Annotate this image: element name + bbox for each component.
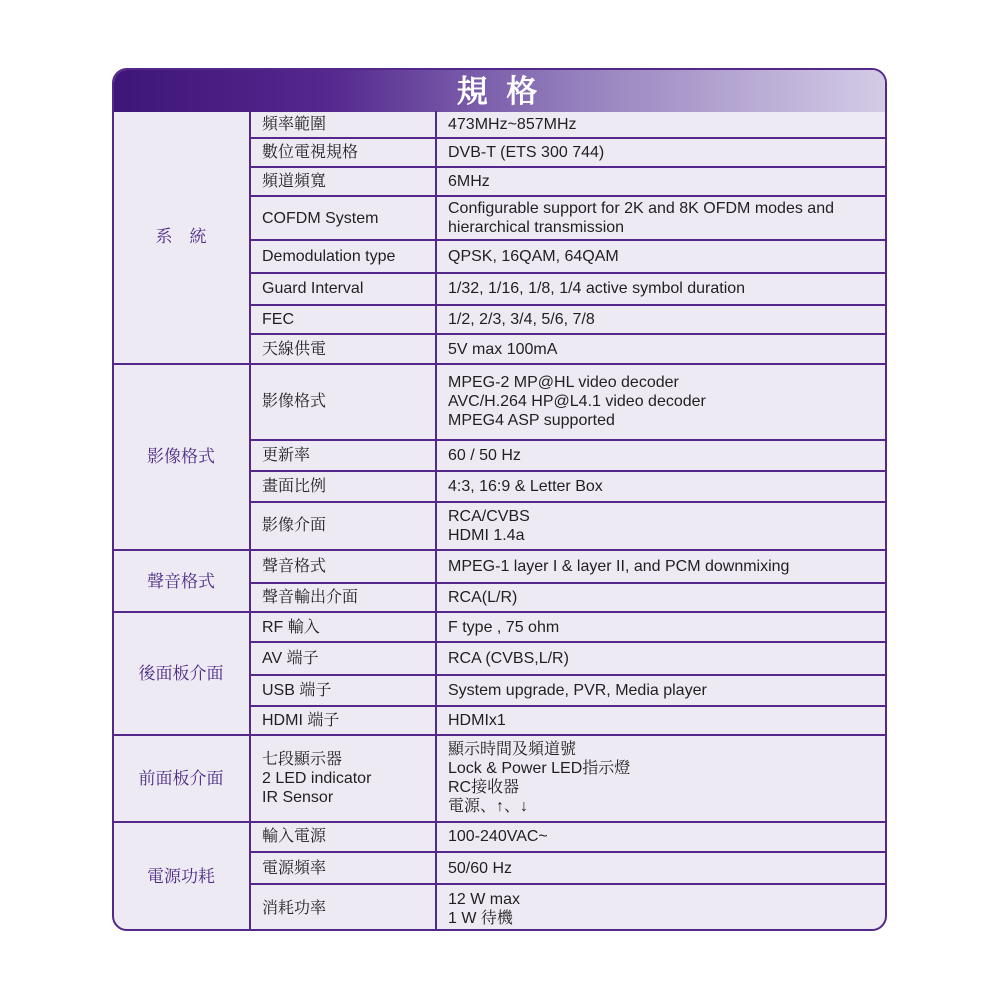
spec-label-line: 頻道頻寬 <box>262 172 327 190</box>
spec-value-line: 12 W max <box>448 890 521 908</box>
spec-value <box>436 167 887 196</box>
spec-label <box>250 111 436 138</box>
spec-value <box>436 583 887 612</box>
spec-label <box>250 502 436 550</box>
spec-row <box>113 735 887 822</box>
spec-label <box>250 822 436 852</box>
spec-value-line: 1 W 待機 <box>448 909 513 927</box>
category-label: 電源功耗 <box>113 822 250 931</box>
spec-header <box>114 70 885 112</box>
spec-row <box>113 550 887 583</box>
spec-label-line: AV 端子 <box>262 649 319 667</box>
spec-value-line: System upgrade, PVR, Media player <box>448 682 707 700</box>
spec-value <box>436 822 887 852</box>
spec-label-line: 聲音格式 <box>262 557 327 575</box>
spec-label <box>250 364 436 440</box>
spec-label-line: 消耗功率 <box>262 900 327 918</box>
spec-value <box>436 334 887 363</box>
spec-card <box>112 68 887 931</box>
spec-label <box>250 675 436 706</box>
spec-label <box>250 471 436 502</box>
spec-value-line: 4:3, 16:9 & Letter Box <box>448 478 603 496</box>
spec-value-line: HDMI 1.4a <box>448 526 525 544</box>
spec-row <box>113 822 887 852</box>
spec-label <box>250 735 436 822</box>
spec-label-line: 2 LED indicator <box>262 769 372 787</box>
spec-value <box>436 240 887 272</box>
spec-label-line: 更新率 <box>262 446 311 464</box>
spec-value <box>436 273 887 305</box>
spec-value <box>436 138 887 166</box>
spec-label-line: 畫面比例 <box>262 478 327 496</box>
spec-label-line: 影像格式 <box>262 393 327 411</box>
spec-label <box>250 440 436 471</box>
spec-value-line: RC接收器 <box>448 779 520 797</box>
spec-label-line: COFDM System <box>262 209 379 227</box>
spec-label-line: Guard Interval <box>262 280 364 298</box>
spec-value <box>436 735 887 822</box>
spec-label-line: IR Sensor <box>262 788 334 806</box>
spec-label <box>250 138 436 166</box>
spec-value-line: RCA (CVBS,L/R) <box>448 649 569 667</box>
spec-value-line: MPEG-2 MP@HL video decoder <box>448 374 679 392</box>
spec-label-line: 輸入電源 <box>262 828 327 846</box>
spec-value-line: DVB-T (ETS 300 744) <box>448 143 605 161</box>
spec-label <box>250 167 436 196</box>
spec-value <box>436 364 887 440</box>
spec-label <box>250 852 436 884</box>
spec-value-line: HDMIx1 <box>448 712 506 730</box>
spec-row <box>113 612 887 641</box>
spec-label <box>250 273 436 305</box>
spec-label-line: 數位電視規格 <box>262 143 359 161</box>
spec-value-line: 60 / 50 Hz <box>448 446 521 464</box>
spec-value-line: hierarchical transmission <box>448 219 625 237</box>
spec-value-line: QPSK, 16QAM, 64QAM <box>448 248 619 266</box>
category-label: 前面板介面 <box>113 735 250 822</box>
category-label: 影像格式 <box>113 364 250 550</box>
spec-value-line: 5V max 100mA <box>448 340 558 358</box>
spec-label <box>250 583 436 612</box>
spec-title: 規 格 <box>456 74 543 109</box>
spec-label-line: 電源頻率 <box>262 859 327 877</box>
spec-label-line: HDMI 端子 <box>262 712 340 730</box>
spec-value-line: 50/60 Hz <box>448 859 513 877</box>
spec-label <box>250 196 436 240</box>
spec-label <box>250 240 436 272</box>
spec-value <box>436 642 887 675</box>
category-label: 聲音格式 <box>113 550 250 613</box>
spec-label <box>250 612 436 641</box>
spec-value-line: 1/2, 2/3, 3/4, 5/6, 7/8 <box>448 311 595 329</box>
spec-value-line: 473MHz~857MHz <box>448 115 577 133</box>
spec-value <box>436 706 887 734</box>
spec-value-line: F type , 75 ohm <box>448 618 560 636</box>
spec-value-line: 100-240VAC~ <box>448 828 548 846</box>
spec-label-line: 頻率範圍 <box>262 115 327 133</box>
spec-value <box>436 196 887 240</box>
spec-table-body <box>113 111 887 931</box>
spec-value <box>436 884 887 931</box>
spec-value-line: 顯示時間及頻道號 <box>448 741 577 759</box>
spec-label-line: FEC <box>262 311 294 329</box>
spec-label <box>250 305 436 334</box>
spec-label <box>250 706 436 734</box>
spec-value <box>436 471 887 502</box>
spec-row <box>113 111 887 138</box>
spec-label-line: 七段顯示器 <box>262 750 343 768</box>
spec-value <box>436 305 887 334</box>
spec-value <box>436 612 887 641</box>
spec-value <box>436 550 887 583</box>
spec-label-line: 天線供電 <box>262 340 327 358</box>
spec-label-line: 聲音輸出介面 <box>262 589 359 607</box>
spec-value-line: 1/32, 1/16, 1/8, 1/4 active symbol duration <box>448 280 746 298</box>
spec-label <box>250 642 436 675</box>
spec-value-line: RCA(L/R) <box>448 589 518 607</box>
spec-value <box>436 852 887 884</box>
spec-label-line: USB 端子 <box>262 682 332 700</box>
spec-value-line: 電源、↑、↓ <box>448 798 529 816</box>
spec-value <box>436 440 887 471</box>
spec-value-line: Configurable support for 2K and 8K OFDM modes and <box>448 200 834 218</box>
spec-value-line: MPEG-1 layer I & layer II, and PCM downmixing <box>448 557 790 575</box>
spec-value-line: 6MHz <box>448 172 490 190</box>
spec-label-line: 影像介面 <box>262 517 327 535</box>
spec-value-line: MPEG4 ASP supported <box>448 412 615 430</box>
spec-label-line: RF 輸入 <box>262 618 320 636</box>
category-label: 系 統 <box>113 111 250 364</box>
spec-table <box>113 111 887 931</box>
spec-label <box>250 550 436 583</box>
spec-label <box>250 334 436 363</box>
spec-value <box>436 502 887 550</box>
spec-value-line: RCA/CVBS <box>448 507 530 525</box>
spec-label-line: Demodulation type <box>262 248 396 266</box>
spec-value <box>436 675 887 706</box>
category-label: 後面板介面 <box>113 612 250 734</box>
spec-row <box>113 364 887 440</box>
spec-value-line: AVC/H.264 HP@L4.1 video decoder <box>448 393 706 411</box>
spec-value-line: Lock & Power LED指示燈 <box>448 760 631 778</box>
spec-label <box>250 884 436 931</box>
spec-value <box>436 111 887 138</box>
